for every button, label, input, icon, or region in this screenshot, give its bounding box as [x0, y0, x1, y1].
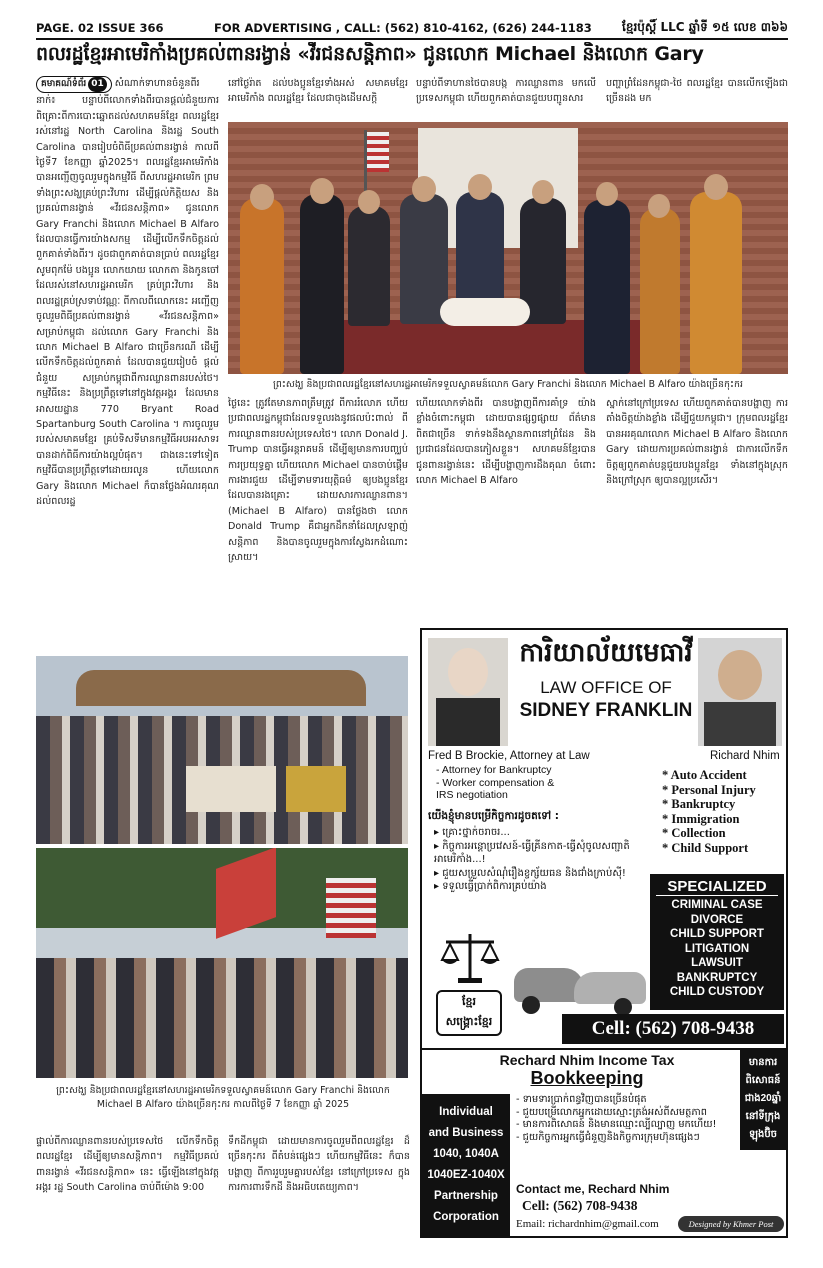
- left-photo-caption: ព្រះសង្ឃ និងប្រជាពលរដ្ឋខ្មែរនៅសហរដ្ឋអាមេរិកទទួលស្វាគមន៍លោក Gary Franchi និងលោក Michael B Alfaro យ៉ាងច្រើនកុះករ កាលពីថ្ងៃទី 7 ខែកញ្ញា ឆ្នាំ 2025: [56, 1085, 390, 1110]
- khmer-services-heading: យើងខ្ញុំមានបម្រើកិច្ចការដូចតទៅ :: [428, 810, 559, 822]
- article-column-2-top: នៅថ្ងៃរ៉ាត ដល់បងប្អូនខ្មែរទាំងអស់ សមាគមខ្មែរអាមេរិកាំង ពលរដ្ឋខ្មែរ ដែលជាចុងដើមសក្ដិ: [228, 78, 408, 105]
- portrait-poster: [286, 766, 346, 812]
- khmer-law-title: ការិយាល័យមេធាវី: [519, 638, 693, 668]
- top-photo-caption: ព្រះសង្ឃ និងប្រជាពលរដ្ឋខ្មែរនៅសហរដ្ឋអាមេរិកទទួលស្វាគមន៍លោក Gary Franchi និងលោក Michael B Alfaro យ៉ាងច្រើនកុះករ: [273, 379, 743, 390]
- us-flag: [326, 878, 376, 938]
- experience-badge: មានការ ពិសោធន៍ ជាង20ឆ្នាំ នៅទីក្រុង ឡុងប៊ិច: [740, 1050, 786, 1150]
- temple-gate: [76, 670, 366, 706]
- scales-of-justice-icon: [440, 930, 500, 986]
- khmer-services-list: ▸ គ្រោះថ្នាក់ចរាចរ... ▸ កិច្ចការអន្តោប្រវេសន៍-ធ្វើគ្រីនកាត-ធ្វើសុំចូលសញ្ជាតិអាមេរិកាំង...! ▸ ជួយសម្រួលសំណុំរឿងខ្ចក្ស័យធន និងជាំងក្រាប់ស៊ី! ▸ ទទួលធ្វើប្រាក់ពិការគ្រប់យ៉ាង: [434, 827, 630, 892]
- article-column-2: ថ្ងៃនេះ ត្រូវតែមានភាពត្រឹមត្រូវ ពីការរំលោភ ហើយប្រជាពលរដ្ឋកម្ពុជាដែលទទួលរងនូវផលប៉ះពាល់ ពីការឈ្លានពានរបស់ប្រទេសថៃ។ លោក Donald J. Trump បានធ្វើអន្តរាគមន៍ ដើម្បីឲ្យមានការបញ្ឈប់ការប្រយុទ្ធគ្នា ហើយលោក Michael បានចាប់ផ្ដើមការងារជួយ ដើម្បីទាមទារយុត្តិធម៌ ឲ្យបងប្អូនខ្មែរ ដែលបានរងគ្រោះ ដោយសារការឈ្លានពាន។ (Michael B Alfaro) បានថ្លែងថា លោក Donald Trump គឺជាអ្នកដឹកនាំដែលស្រឡាញ់សន្តិភាព និងបានចូលរួមក្នុងការស្វែងរកដំណោះស្រាយ។: [228, 398, 408, 564]
- tax-title: Rechard Nhim Income Tax: [499, 1052, 675, 1068]
- headline: ពលរដ្ឋខ្មែរអាមេរិកាំងប្រគល់ពានរង្វាន់ «វីរជនសន្តិភាព» ជូនលោក Michael និងលោក Gary: [36, 43, 704, 65]
- khmer-help-badge: ខ្មែរ សង្គ្រោះខ្មែរ: [436, 990, 502, 1036]
- article-column-4: ស្នាក់នៅក្រៅប្រទេស ហើយពួកគាត់បានបង្ហាញ ការតាំងចិត្តយ៉ាងខ្លាំង ដើម្បីជួយកម្ពុជា។ ក្រុមពលរដ្ឋខ្មែរបានអរគុណលោក Michael B Alfaro និងលោក Gary ដោយការប្រគល់ពានរង្វាន់ ជាការលើកទឹកចិត្តឲ្យពួកគាត់បន្តជួយបងប្អូនខ្មែរ ទាំងនៅក្នុងស្រុក និងក្រៅស្រុក ឲ្យបានល្អប្រសើរ។: [606, 398, 788, 487]
- rally-photo: [36, 656, 408, 844]
- law-office-cell[interactable]: Cell: (562) 708-9438: [562, 1014, 784, 1044]
- tax-cell[interactable]: Cell: (562) 708-9438: [522, 1198, 638, 1213]
- flag-rally-photo: [36, 848, 408, 1078]
- monk-figure: [640, 208, 680, 374]
- page-header: [36, 18, 788, 40]
- article-column-2-bottom: ទឹកដីកម្ពុជា ដោយមានការចូលរួមពីពលរដ្ឋខ្មែរ ដ៏ច្រើនកុះករ ពីតំបន់ផ្សេងៗ ហើយកម្មវិធីនេះ ក៏បានបង្ហាញ ពីការរួបរួមគ្នារបស់ខ្មែរ នៅក្រៅប្រទេស ក្នុងការការពារទឹកដី និងអធិបតេយ្យភាព។: [228, 1136, 410, 1194]
- us-flag: [367, 132, 389, 172]
- law-office-advertisement: [420, 628, 788, 1238]
- practice-areas: * Auto Accident * Personal Injury * Bankruptcy * Immigration * Collection * Child Support: [662, 768, 756, 855]
- column-1-text: សំណាក់ទាហានចំនួនពីរនាក់៖ បន្ទាប់ពីលោកទាំងពីរបានផ្ដល់ជំនួយការពិគ្រោះពីការបោះឆ្នោតដល់សហគមន៍ខ្មែរ ពលរដ្ឋខ្មែររស់នៅរដ្ឋ North Carolina និងរដ្ឋ South Carolina បានរៀបចំពិធីប្រគល់ពានរង្វាន់ កាលពីថ្ងៃទី7 ខែកញ្ញា ឆ្នាំ2025។ ពលរដ្ឋខ្មែរអាមេរិកាំង បានអញ្ជើញចូលរួមក្នុងកម្មវិធី ពីសហរដ្ឋអាមេរិក ព្រមទាំងព្រះសង្ឃគ្រប់ព្រះវិហារ ដើម្បីផ្ដល់កិត្តិយស និងប្រគល់ពានរង្វាន់ «វីរជនសន្តិភាព» ជូនលោក Gary Franchi និងលោក Michael B Alfaro ដែលបានធ្វើការយ៉ាងសកម្ម ដើម្បីលើកទឹកចិត្តដល់ពួកគាត់ទាំងពីរ។ ដូចជាពួកគាត់បានប្រាប់ ពលរដ្ឋខ្មែរ សូមពុកម៉ែ បងប្អូន លោកយាយ លោកតា និងកូនចៅ ដែលរស់នៅសហរដ្ឋអាមេរិក គ្រប់ព្រះវិហារ និងពលរដ្ឋគ្រប់ស្រទាប់វណ្ណៈ ពីកាលពីលោកនេះ អញ្ជើញចូលរួមពិធីប្រគល់ពានរង្វាន់ «វីរជនសន្តិភាព» សម្រាប់កម្ពុជា ដល់លោក Gary Franchi និងលោក Michael B Alfaro ជាច្រើនករណី ដើម្បីលើកទឹកចិត្តដល់ពួកគាត់ ដែលបានជួយរៀបចំ ផ្ដល់ជំនួយ សម្រាប់កម្ពុជាពីការឈ្លានពានរបស់ថៃ។ កម្មវិធីនេះ និងប្រព្រឹត្តទៅនៅក្នុងវត្តអង្គរ ដែលមានអាសយដ្ឋាន 770 Bryant Road Spartanburg South Carolina ។ ការចូលរួមរបស់សមាគមខ្មែរ គ្រប់ទិសទីមានកម្មវិធីអបអរសាទរ បានដាក់ពិធីការយ៉ាងល្អបំផុត។ ជាងនេះទៅទៀតកម្មវិធីបានប្រព្រឹត្តទៅដោយរលូន ហើយលោក Gary និងលោក Michael ក៏បានថ្លែងអំណរគុណដល់ពលរដ្ឋ: [36, 78, 219, 507]
- article-column-4-top: បញ្ហាព្រំដែនកម្ពុជា-ថៃ ពលរដ្ឋខ្មែរ បានលើកឡើងជាច្រើនដង មក: [606, 78, 788, 105]
- flower-arrangement: [440, 298, 530, 326]
- continued-badge: គមាគណ៍ទំព័រ 01: [36, 76, 112, 93]
- advertising-contact: FOR ADVERTISING , CALL: (562) 810-4162, (626) 244-1183: [214, 21, 592, 35]
- law-office-name: SIDNEY FRANKLIN: [519, 700, 693, 721]
- tax-subtitle: Bookkeeping: [530, 1068, 644, 1088]
- law-office-label: LAW OFFICE OF: [540, 678, 672, 697]
- attorney-portrait: [428, 638, 508, 746]
- person-figure: [348, 206, 390, 326]
- article-column-1-bottom: ផ្ទាល់ពីការឈ្លានពានរបស់ប្រទេសថៃ លើកទឹកចិត្តពលរដ្ឋខ្មែរ ដើម្បីឲ្យមានសន្តិភាព។ កម្មវិធីប្រគល់ពានរង្វាន់ «វីរជនសន្តិភាព» នេះ ធ្វើឡើងនៅក្នុងវត្តអង្គរ រដ្ឋ South Carolina ចាប់ពីម៉ោង 9:00: [36, 1136, 219, 1194]
- article-column-1: [36, 76, 219, 646]
- person-figure: [300, 194, 344, 374]
- person-figure: [584, 200, 630, 374]
- richard-label: Richard Nhim: [710, 750, 780, 762]
- monk-figure: [690, 192, 742, 374]
- crowd: [36, 958, 408, 1078]
- attorney-name: Fred B Brockie, Attorney at Law: [428, 750, 590, 762]
- award-ceremony-photo: [228, 122, 788, 374]
- designed-by-badge: Designed by Khmer Post: [678, 1216, 784, 1232]
- tax-features: - ទាមទារប្រាក់ពន្ធវិញបានច្រើនបំផុត - ជួយបម្រើលោកអ្នកដោយស្មោះត្រង់អស់ពីសមត្ថភាព - មានការពិសោធន៍ និងមានឈ្មោះល្បីល្បាញ មកហើយ! - ជួយកិច្ចការអ្នកធ្វើជំនួញនិងកិច្ចការក្រុមហ៊ុនផ្សេងៗ: [516, 1094, 717, 1143]
- richard-portrait: [698, 638, 782, 746]
- monk-figure: [240, 198, 284, 374]
- tax-contact: Contact me, Rechard Nhim: [516, 1182, 670, 1196]
- header-rule: [36, 38, 788, 40]
- article-column-3-top: បន្ទាប់ពីទាហានថៃបានបង្ក ការឈ្លានពាន មកលើប្រទេសកម្ពុជា ហើយពួកគាត់បានជួយបញ្ជូនសារ: [416, 78, 596, 105]
- article-column-3: ហើយលោកទាំងពីរ បានបង្ហាញពីការគាំទ្រ យ៉ាងខ្លាំងចំពោះកម្ពុជា ដោយបានផ្សព្វផ្សាយ ព័ត៌មានពិតជាច្រើន ទាក់ទងនឹងស្ថានភាពនៅព្រំដែន និងប្រជាជនដែលបានភៀសខ្លួន។ សហគមន៍ខ្មែរបានជូនពានរង្វាន់នេះ ដើម្បីបង្ហាញការដឹងគុណ ចំពោះលោក Michael B Alfaro: [416, 398, 596, 487]
- ad-divider: [422, 1048, 786, 1050]
- specialized-box: SPECIALIZED CRIMINAL CASE DIVORCE CHILD SUPPORT LITIGATION LAWSUIT BANKRUPTCY CHILD CUSTODY: [650, 874, 784, 1010]
- tax-email[interactable]: Email: richardnhim@gmail.com: [516, 1218, 659, 1230]
- attorney-services: - Attorney for Bankruptcy - Worker compensation & IRS negotiation: [436, 764, 555, 801]
- page-issue: PAGE. 02 ISSUE 366: [36, 21, 164, 35]
- masthead: ខ្មែរប៉ុស្ដិ៍ LLC ឆ្នាំទី ១៥ លេខ ៣៦៦: [622, 20, 788, 34]
- tax-services-box: Individual and Business 1040, 1040A 1040EZ-1040X Partnership Corporation: [422, 1094, 510, 1236]
- banner: [186, 766, 276, 812]
